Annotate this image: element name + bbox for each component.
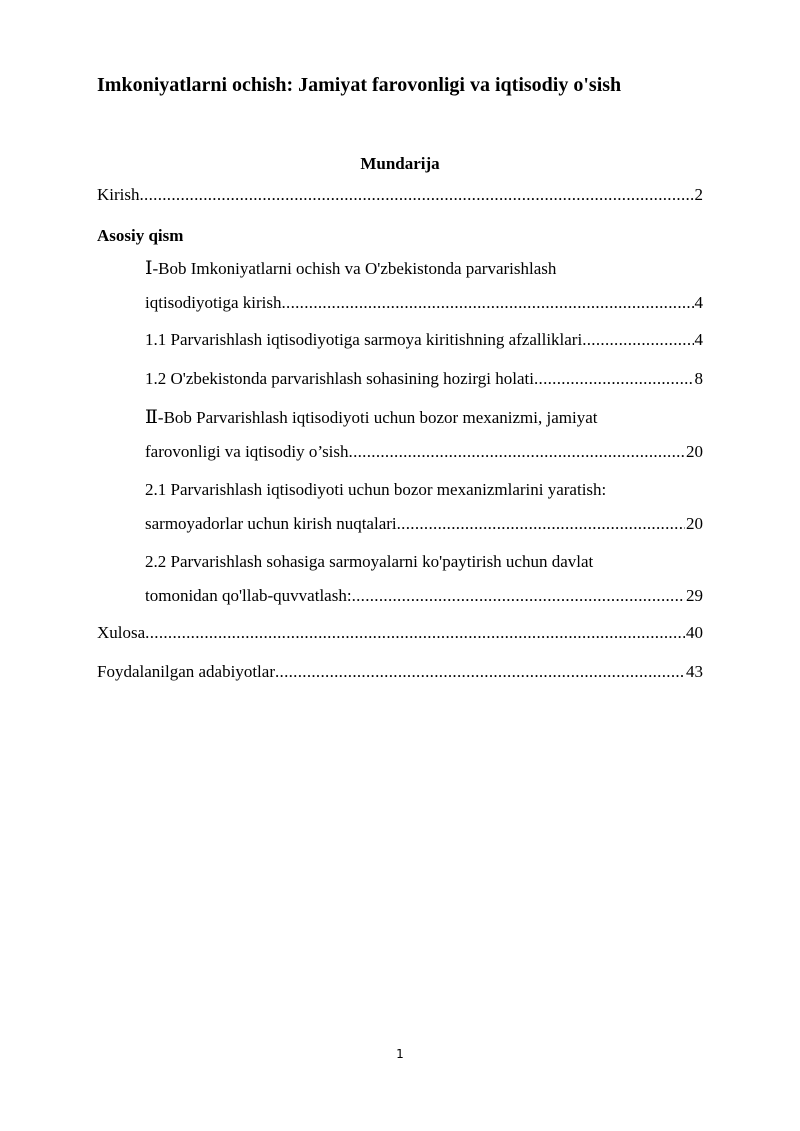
dot-leader — [352, 585, 685, 607]
toc-entry-text: 1.1 Parvarishlash iqtisodiyotiga sarmoya kiritishning afzalliklari — [145, 330, 583, 349]
toc-entry-intro[interactable] — [97, 184, 703, 206]
dot-leader — [349, 441, 685, 463]
dot-leader — [582, 329, 693, 351]
dot-leader — [145, 622, 685, 644]
toc-entry-text: Xulosa — [97, 623, 146, 642]
dot-leader — [275, 661, 685, 683]
toc-entry-page: 29 — [686, 586, 703, 605]
toc-entry-page: 8 — [694, 369, 703, 388]
toc-heading: Mundarija — [360, 154, 440, 173]
toc-entry-section-2-1[interactable] — [145, 479, 703, 535]
dot-leader — [140, 184, 694, 206]
document-title: Imkoniyatlarni ochish: Jamiyat farovonligi va iqtisodiy o'sish — [97, 74, 622, 96]
toc-entry-page: 20 — [686, 442, 703, 461]
toc-entry-chapter-1[interactable] — [145, 258, 703, 314]
toc-entry-page: 43 — [686, 662, 703, 681]
toc-entry-text-continued: farovonligi va iqtisodiy o’sish — [145, 442, 349, 461]
toc-entry-page: 2 — [694, 185, 703, 204]
page-number: 1 — [396, 1047, 404, 1061]
toc-entry-text: 2.1 Parvarishlash iqtisodiyoti uchun bozor mexanizmlarini yaratish: — [145, 480, 607, 499]
toc-entry-page: 4 — [694, 293, 703, 312]
toc-entry-conclusion[interactable] — [97, 622, 703, 644]
roman-numeral-two: Ⅱ — [145, 407, 158, 428]
toc-entry-page: 4 — [694, 330, 703, 349]
toc-entry-text: -Bob Parvarishlash iqtisodiyoti uchun bozor mexanizmi, jamiyat — [157, 408, 598, 427]
toc-entry-text-continued: iqtisodiyotiga kirish — [145, 293, 282, 312]
toc-entry-text: -Bob Imkoniyatlarni ochish va O'zbekistonda parvarishlash — [152, 259, 557, 278]
toc-entry-section-1-1[interactable] — [145, 329, 703, 351]
toc-entry-chapter-2[interactable] — [145, 407, 703, 463]
toc-entry-text: Foydalanilgan adabiyotlar — [97, 662, 275, 681]
toc-entry-text: 2.2 Parvarishlash sohasiga sarmoyalarni ko'paytirish uchun davlat — [145, 552, 594, 571]
toc-entry-text: 1.2 O'zbekistonda parvarishlash sohasining hozirgi holati — [145, 369, 534, 388]
toc-section-label-main: Asosiy qism — [97, 226, 184, 245]
toc-entry-text: Kirish — [97, 185, 140, 204]
roman-numeral-one: Ⅰ — [145, 258, 153, 279]
toc-entry-section-2-2[interactable] — [145, 551, 703, 607]
toc-entry-page: 40 — [686, 623, 703, 642]
toc-entry-references[interactable] — [97, 661, 703, 683]
dot-leader — [534, 368, 694, 390]
dot-leader — [397, 513, 685, 535]
dot-leader — [281, 292, 693, 314]
toc-entry-text-continued: sarmoyadorlar uchun kirish nuqtalari — [145, 514, 397, 533]
toc-entry-text-continued: tomonidan qo'llab-quvvatlash: — [145, 586, 352, 605]
table-of-contents — [97, 0, 703, 1131]
toc-entry-section-1-2[interactable] — [145, 368, 703, 390]
toc-entry-page: 20 — [686, 514, 703, 533]
